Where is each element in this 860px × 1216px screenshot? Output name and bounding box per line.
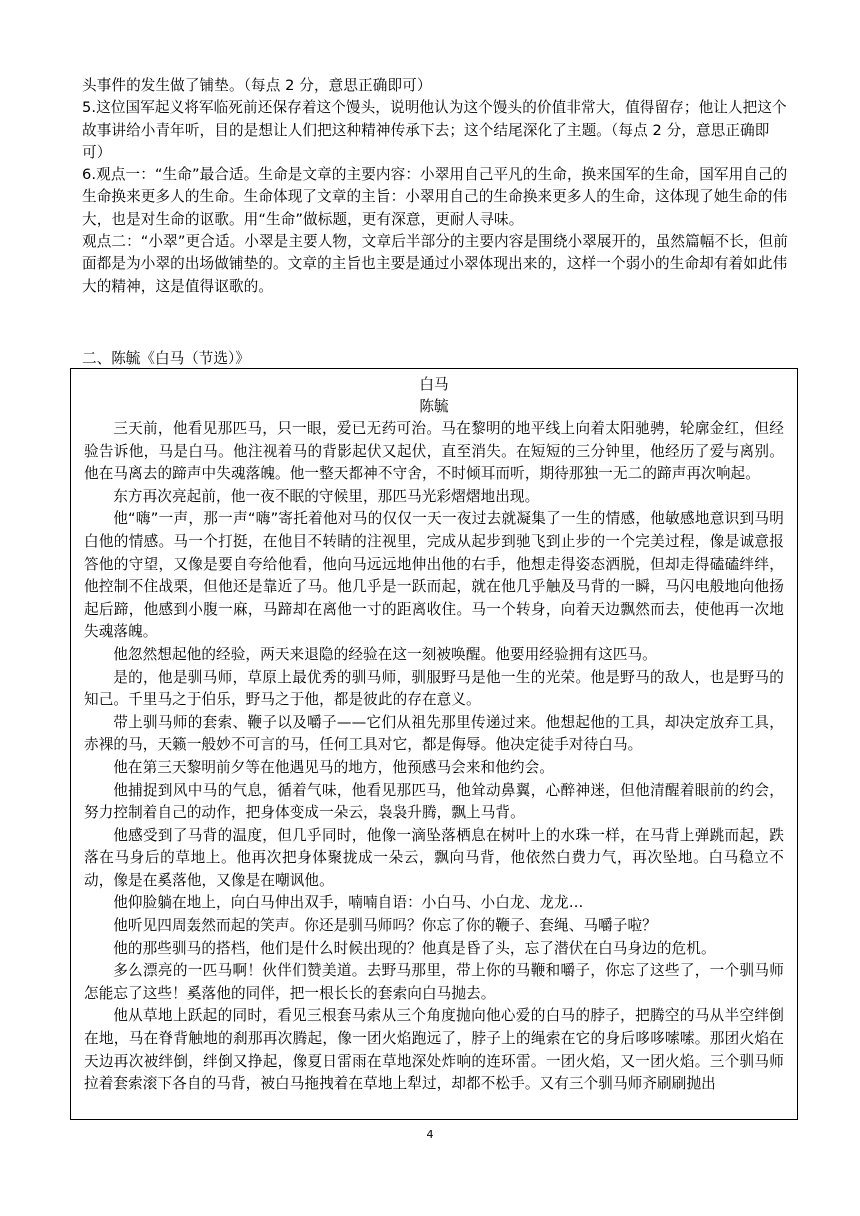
passage-paragraph: 东方再次亮起前，他一夜不眠的守候里，那匹马光彩熠熠地出现。 (113, 487, 540, 505)
passage-paragraph: 多么漂亮的一匹马啊！伙伴们赞美道。去野马那里，带上你的马鞭和嚼子，你忘了这些了，一个驯马师怎能忘了这些！奚落他的同伴，把一根长长的套索向白马抛去。 (84, 962, 784, 1002)
answer-6-view-1: 6.观点一：“生命”最合适。生命是文章的主要内容：小翠用自己平凡的生命，换来国军的生命，国军用自己的生命换来更多人的生命。生命体现了文章的主旨：小翠用自己的生命换来更多人的生命，这体现了她生命的伟大，也是对生命的讴歌。用“生命”做标题，更有深意，更耐人寻味。 (82, 166, 788, 228)
passage-paragraph: 他捕捉到风中马的气息，循着气味，他看见那匹马，他耸动鼻翼，心醉神迷，但他清醒着眼前的约会，努力控制着自己的动作，把身体变成一朵云，袅袅升腾，飘上马背。 (84, 781, 784, 822)
passage-paragraph: 他从草地上跃起的同时，看见三根套马索从三个角度抛向他心爱的白马的脖子，把腾空的马从半空绊倒在地，马在脊背触地的刹那再次腾起，像一团火焰跑远了，脖子上的绳索在它的身后哆哆嗦嗦。那团火焰在天边再次被绊倒，绊倒又挣起，像夏日雷雨在草地深处炸响的连环雷。一团火焰，又一团火焰。三个驯马师拉着套索滚下各自的马背，被白马拖拽着在草地上犁过，却都不松手。又有三个驯马师齐刷刷抛出 (84, 1007, 784, 1093)
passage-paragraph: 三天前，他看见那匹马，只一眼，爱已无药可治。马在黎明的地平线上向着太阳驰骋，轮廓金红，但经验告诉他，马是白马。他注视着马的背影起伏又起伏，直至消失。在短短的三分钟里，他经历了爱与离别。他在马离去的蹄声中失魂落魄。他一整天都神不守舍，不时倾耳而听，期待那独一无二的蹄声再次响起。 (84, 420, 784, 483)
passage-paragraph: 是的，他是驯马师，草原上最优秀的驯马师，驯服野马是他一生的光荣。他是野马的敌人，也是野马的知己。千里马之于伯乐，野马之于他，都是彼此的存在意义。 (84, 668, 784, 709)
passage-paragraph: 他在第三天黎明前夕等在他遇见马的地方，他预感马会来和他约会。 (113, 758, 555, 776)
passage-paragraph: 他的那些驯马的搭档，他们是什么时候出现的？他真是昏了头，忘了潜伏在白马身边的危机。 (113, 939, 716, 957)
answer-line: 头事件的发生做了铺垫。（每点 2 分，意思正确即可） (82, 77, 432, 94)
passage-author: 陈毓 (419, 398, 449, 415)
answer-section (82, 75, 788, 298)
passage-paragraph: 他“嗨”一声，那一声“嗨”寄托着他对马的仅仅一天一夜过去就凝集了一生的情感，他敏感地意识到马明白他的情感。马一个打挺，在他目不转睛的注视里，完成从起步到驰飞到止步的一个完美过程，像是诚意报答他的守望，又像是要自夸给他看，他向马远远地伸出他的右手，他想走得姿态洒脱，但却走得磕磕绊绊，他控制不住战栗，但他还是靠近了马。他几乎是一跃而起，就在他几乎触及马背的一瞬，马闪电般地向他扬起后蹄，他感到小腹一麻，马蹄却在离他一寸的距离收住。马一个转身，向着天边飘然而去，使他再一次地失魂落魄。 (84, 510, 784, 641)
answer-5: 5.这位国军起义将军临死前还保存着这个馒头，说明他认为这个馒头的价值非常大，值得留存；他让人把这个故事讲给小青年听，目的是想让人们把这种精神传承下去；这个结尾深化了主题。（每点 2 分，意思正确即可） (82, 99, 787, 161)
passage-title: 白马 (419, 376, 449, 393)
passage-box (70, 368, 798, 1120)
answer-6-view-2: 观点二：“小翠”更合适。小翠是主要人物，文章后半部分的主要内容是围绕小翠展开的，虽然篇幅不长，但前面都是为小翠的出场做铺垫的。文章的主旨也主要是通过小翠体现出来的，这样一个弱小的生命却有着如此伟大的精神，这是值得讴歌的。 (82, 233, 788, 295)
passage-paragraph: 他仰脸躺在地上，向白马伸出双手，喃喃自语：小白马、小白龙、龙龙… (113, 894, 584, 912)
passage-paragraph: 带上驯马师的套索、鞭子以及嚼子——它们从祖先那里传递过来。他想起他的工具，却决定放弃工具，赤裸的马，天籁一般妙不可言的马，任何工具对它，都是侮辱。他决定徒手对待白马。 (84, 713, 784, 754)
passage-paragraph: 他听见四周轰然而起的笑声。你还是驯马师吗？你忘了你的鞭子、套绳、马嚼子啦？ (113, 917, 657, 935)
passage-paragraph: 他感受到了马背的温度，但几乎同时，他像一滴坠落栖息在树叶上的水珠一样，在马背上弹跳而起，跌落在马身后的草地上。他再次把身体聚拢成一朵云，飘向马背，他依然白费力气，再次坠地。白马稳立不动，像是在奚落他，又像是在嘲讽他。 (84, 826, 784, 889)
page-number: 4 (426, 1128, 434, 1141)
section-heading: 二、陈毓《白马（节选）》 (82, 350, 250, 367)
passage-paragraph: 他忽然想起他的经验，两天来退隐的经验在这一刻被唤醒。他要用经验拥有这匹马。 (113, 645, 657, 663)
